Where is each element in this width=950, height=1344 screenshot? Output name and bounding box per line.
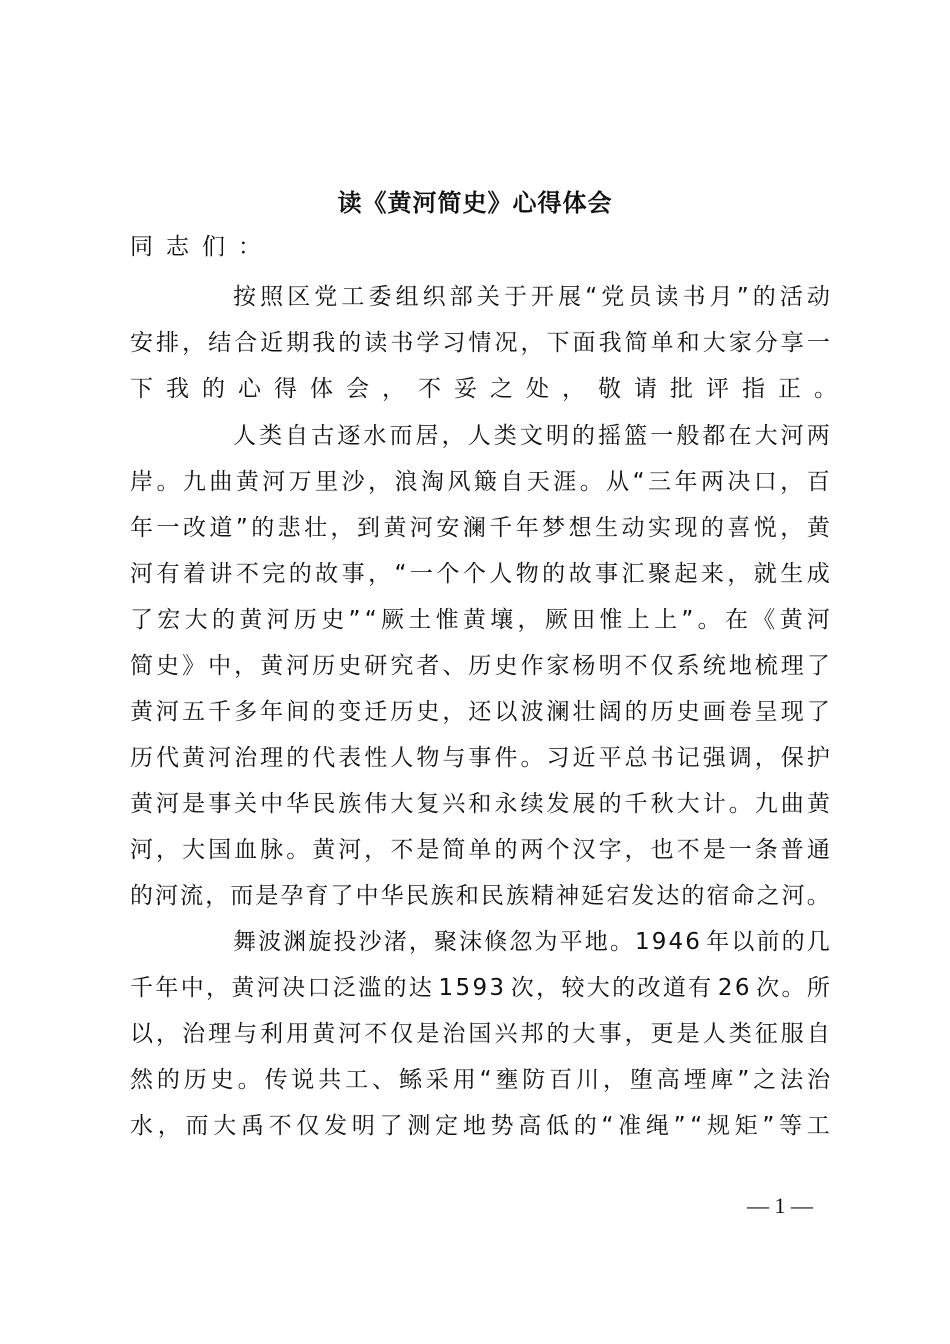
paragraph-line: 河 ， 大 国 血 脉 。 黄 河 ， 不 是 简 单 的 两 个 汉 字 ， 也 不 是 一 条 普 通 — [130, 837, 830, 863]
paragraph-line: 千 年 中 ， 黄 河 决 口 泛 滥 的 达 1 5 9 3 次 ， 较 大 的 改 道 有 2 6 次 。 所 — [130, 975, 830, 1001]
paragraph-line: 以 ， 治 理 与 利 用 黄 河 不 仅 是 治 国 兴 邦 的 大 事 ， 更 是 人 类 征 服 自 — [130, 1021, 830, 1047]
paragraph-line: 了 宏 大 的 黄 河 历 史 ” “ 厥 土 惟 黄 壤 ， 厥 田 惟 上 上 ” 。 在 《 黄 河 — [130, 607, 830, 633]
paragraph-line: 人 类 自 古 逐 水 而 居 ， 人 类 文 明 的 摇 篮 一 般 都 在 大 河 两 — [233, 423, 830, 449]
paragraph-line: 安 排 ， 结 合 近 期 我 的 读 书 学 习 情 况 ， 下 面 我 简 单 和 大 家 分 享 一 — [130, 330, 830, 356]
paragraph-line: 黄 河 五 千 多 年 间 的 变 迁 历 史 ， 还 以 波 澜 壮 阔 的 历 史 画 卷 呈 现 了 — [130, 699, 830, 725]
paragraph-line: 简 史 》 中 ， 黄 河 历 史 研 究 者 、 历 史 作 家 杨 明 不 仅 系 统 地 梳 理 了 — [130, 653, 830, 679]
paragraph-line: 然 的 历 史 。 传 说 共 工 、 鲧 采 用 “ 壅 防 百 川 ， 堕 高 堙 庳 ” 之 法 治 — [130, 1067, 830, 1093]
document-title: 读《黄河简史》心得体会 — [337, 188, 613, 217]
paragraph-line: 历 代 黄 河 治 理 的 代 表 性 人 物 与 事 件 。 习 近 平 总 书 记 强 调 ， 保 护 — [130, 745, 830, 771]
paragraph-line: 年 一 改 道 ” 的 悲 壮 ， 到 黄 河 安 澜 千 年 梦 想 生 动 实 现 的 喜 悦 ， 黄 — [130, 515, 830, 541]
paragraph-line: 下我的心得体会，不妥之处，敬请批评指正。 — [130, 376, 850, 402]
paragraph-line: 的 河 流 ， 而 是 孕 育 了 中 华 民 族 和 民 族 精 神 延 宕 发 达 的 宿 命 之 河 。 — [130, 883, 830, 909]
paragraph-line: 舞 波 渊 旋 投 沙 渚 ， 聚 沫 倏 忽 为 平 地 。 1 9 4 6 年 以 前 的 几 — [233, 929, 830, 955]
paragraph-line: 河 有 着 讲 不 完 的 故 事 ， “ 一 个 个 人 物 的 故 事 汇 聚 起 来 ， 就 生 成 — [130, 561, 830, 587]
paragraph-line: 黄 河 是 事 关 中 华 民 族 伟 大 复 兴 和 永 续 发 展 的 千 秋 大 计 。 九 曲 黄 — [130, 791, 830, 817]
salutation: 同志们： — [130, 234, 274, 260]
paragraph-line: 水 ， 而 大 禹 不 仅 发 明 了 测 定 地 势 高 低 的 “ 准 绳 ” “ 规 矩 ” 等 工 — [130, 1113, 830, 1139]
page-number: — 1 — — [747, 1193, 813, 1218]
paragraph-line: 岸 。 九 曲 黄 河 万 里 沙 ， 浪 淘 风 簸 自 天 涯 。 从 “ 三 年 两 决 口 ， 百 — [130, 469, 830, 495]
paragraph-line: 按 照 区 党 工 委 组 织 部 关 于 开 展 “ 党 员 读 书 月 ” 的 活 动 — [233, 284, 830, 310]
